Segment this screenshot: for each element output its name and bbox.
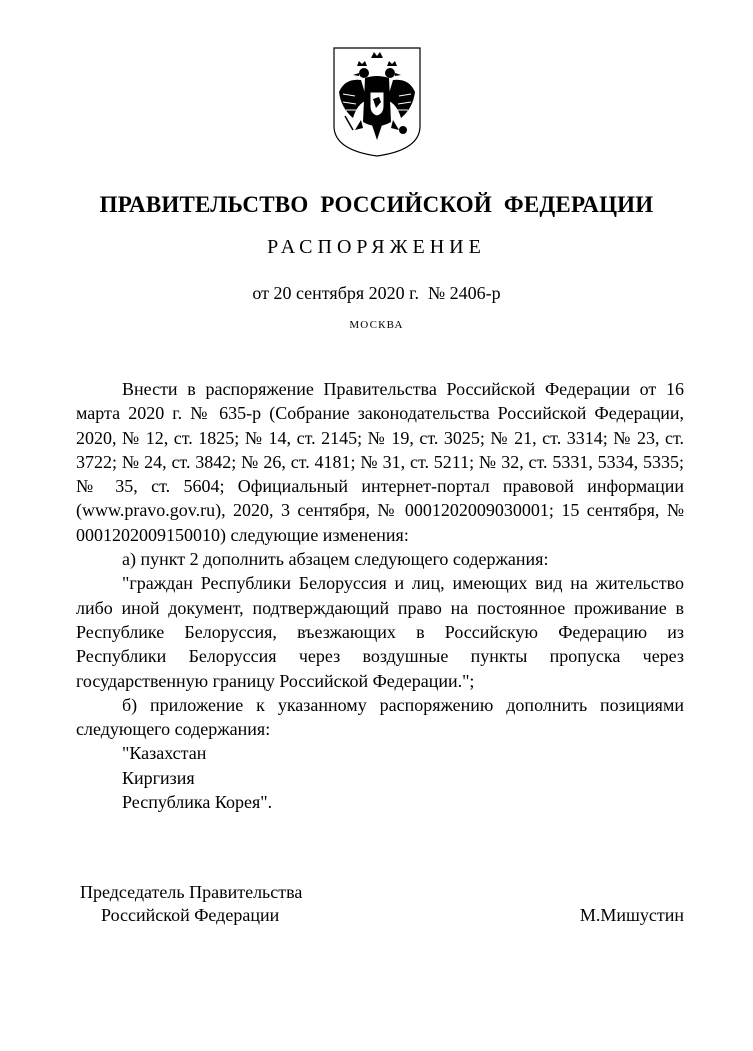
date-number-line (0, 283, 753, 304)
paragraph: а) пункт 2 дополнить абзацем следующего содержания: (122, 549, 549, 570)
paragraph: "граждан Республики Белоруссия и лиц, имеющих вид на жительство либо иной документ, подтверждающий право на постоянное проживание в Республике Белоруссия, въезжающих в Российскую Федерацию из Республики Белоруссия через воздушные пункты пропуска через государственную границу Российской Федерации."; (76, 573, 684, 691)
government-title: ПРАВИТЕЛЬСТВО РОССИЙСКОЙ ФЕДЕРАЦИИ (99, 192, 654, 217)
russian-coat-of-arms-icon (331, 44, 423, 158)
paragraph: Внести в распоряжение Правительства Российской Федерации от 16 марта 2020 г. № 635-р (Собрание законодательства Российской Федерации, 2020, № 12, ст. 1825; № 14, ст. 2145; № 19, ст. 3025; № 21, ст. 3314; № 23, ст. 3722; № 24, ст. 3842; № 26, ст. 4181; № 31, ст. 5211; № 32, ст. 5331, 5334, 5335; № 35, ст. 5604; Официальный интернет-портал правовой информации (www.pravo.gov.ru), 2020, 3 сентября, № 0001202009030001; 15 сентября, № 0001202009150010) следующие изменения: (76, 379, 684, 545)
city: МОСКВА (349, 319, 404, 331)
paragraph: б) приложение к указанному распоряжению дополнить позициями следующего содержания: (76, 694, 684, 740)
signer-name: М.Мишустин (579, 905, 684, 925)
signer-position-line1: Председатель Правительства (80, 882, 303, 902)
signer-position-line2: Российской Федерации (101, 905, 280, 925)
document-date: от 20 сентября 2020 г. (252, 283, 419, 303)
document-type: РАСПОРЯЖЕНИЕ (267, 236, 486, 258)
list-item: Республика Корея". (122, 792, 273, 813)
list-item: "Казахстан (122, 743, 207, 764)
document-body (76, 377, 684, 814)
list-item: Киргизия (122, 767, 195, 788)
document-number: № 2406-р (428, 283, 501, 303)
